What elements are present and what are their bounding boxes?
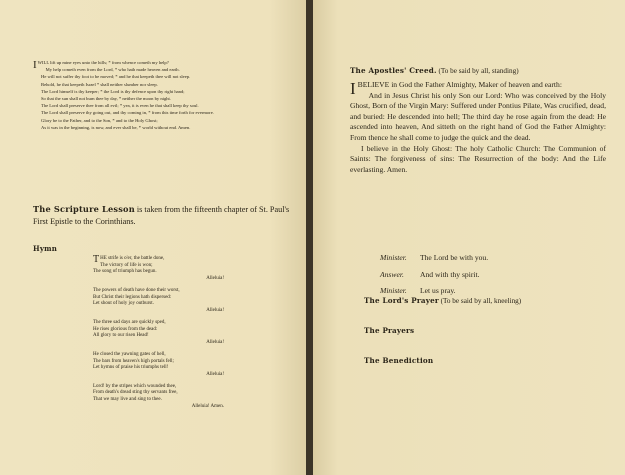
lords-prayer-line xyxy=(364,296,521,305)
versicle-role: Answer. xyxy=(380,269,404,279)
versicle-text: Let us pray. xyxy=(420,286,456,295)
hymn-dropcap: T xyxy=(93,254,100,265)
creed-text xyxy=(350,80,606,175)
psalm-verse: The Lord shall preserve thy going out, and thy coming in, * from this time forth for evermore. xyxy=(41,110,214,116)
hymn-heading: Hymn xyxy=(33,244,57,253)
prayers-heading: The Prayers xyxy=(364,326,415,335)
lords-prayer-heading: The Lord's Prayer xyxy=(364,296,439,305)
psalm-dropcap: I xyxy=(33,59,37,71)
scripture-lesson-text: is taken from the fifteenth chapter of St. Paul's First Epistle to the Corinthians. xyxy=(33,205,290,226)
versicle-row xyxy=(380,267,488,284)
gloria-patri-ending: As it was in the beginning, is now, and ever shall be, * world without end. Amen. xyxy=(41,124,191,130)
psalm-verse: IWILL lift up mine eyes unto the hills; * from whence cometh my help? xyxy=(33,59,169,71)
scripture-lesson xyxy=(33,204,295,227)
versicle-role: Minister. xyxy=(380,286,407,295)
versicle-text: The Lord be with you. xyxy=(420,253,489,262)
versicle-row xyxy=(380,250,488,267)
versicles xyxy=(380,250,488,300)
psalm-verse: He will not suffer thy foot to be moved; * and he that keepeth thee will not sleep. xyxy=(41,74,191,80)
hymn-stanza: The three sad days are quickly sped, He rises glorious from the dead: All glory to our risen Head! Alleluia! xyxy=(93,320,228,346)
psalm-verse: Behold, he that keepeth Israel * shall neither slumber nor sleep. xyxy=(41,81,158,87)
hymn-refrain-amen: Alleluia! Amen. xyxy=(191,403,224,409)
psalm-verse: The Lord shall preserve thee from all evil; * yea, it is even he that shall keep thy soul. xyxy=(41,103,199,109)
gloria-patri: Glory be to the Father, and to the Son, * and to the Holy Ghost; xyxy=(41,117,158,123)
hymn-stanza: Lord! by the stripes which wounded thee, From death's dread sting thy servants free, That we may live and sing to thee. Alleluia! Amen. xyxy=(93,384,228,410)
hymn-text xyxy=(93,256,228,416)
lords-prayer-rubric: (To be said by all, kneeling) xyxy=(440,297,522,305)
book-gutter xyxy=(306,0,313,475)
psalm-verse: So that the sun shall not burn thee by day, * neither the moon by night. xyxy=(41,96,171,102)
creed-heading-line xyxy=(350,66,519,75)
creed-dropcap: I xyxy=(350,79,356,98)
hymn-refrain: Alleluia! xyxy=(206,275,224,281)
versicle-role: Minister. xyxy=(380,253,407,262)
creed-article-spirit: I believe in the Holy Ghost: The holy Catholic Church: The Communion of Saints: The forgiveness of sins: The Resurrection of the body: And the Life everlasting. Amen. xyxy=(350,143,606,174)
creed-article-son: And in Jesus Christ his only Son our Lord: Who was conceived by the Holy Ghost, Born of the Virgin Mary: Suffered under Pontius Pilate, Was crucified, dead, and buried: He descended into hell; The third day he rose again from the dead: He ascended into heaven, And sitteth on the right hand of God the Father Almighty: From thence he shall come to judge the quick and the dead. xyxy=(350,90,606,142)
scripture-lesson-heading: The Scripture Lesson xyxy=(33,204,135,214)
hymn-stanza: He closed the yawning gates of hell, The bars from heaven's high portals fell; Let hymns of praise his triumphs tell! Alleluia! xyxy=(93,352,228,378)
hymn-refrain: Alleluia! xyxy=(206,307,224,313)
creed-heading: The Apostles' Creed. xyxy=(350,66,437,75)
psalm-verse: My help cometh even from the Lord, * who hath made heaven and earth. xyxy=(45,67,180,73)
left-page xyxy=(0,0,306,475)
benediction-heading: The Benediction xyxy=(364,356,434,365)
hymn-stanza: The powers of death have done their worst, But Christ their legions hath dispersed: Let shout of holy joy outburst. Alleluia! xyxy=(93,288,228,314)
versicle-text: And with thy spirit. xyxy=(420,269,480,279)
hymn-stanza: THE strife is o'er, the battle done, The victory of life is won; The song of triumph has begun. Alleluia! xyxy=(93,256,228,282)
psalm-verse: The Lord himself is thy keeper; * the Lord is thy defence upon thy right hand; xyxy=(41,88,185,94)
creed-article-father: IBELIEVE in God the Father Almighty, Maker of heaven and earth: xyxy=(350,79,562,98)
creed-rubric: (To be said by all, standing) xyxy=(438,67,519,75)
hymn-refrain: Alleluia! xyxy=(206,339,224,345)
psalm-text xyxy=(33,60,291,132)
hymn-refrain: Alleluia! xyxy=(206,371,224,377)
